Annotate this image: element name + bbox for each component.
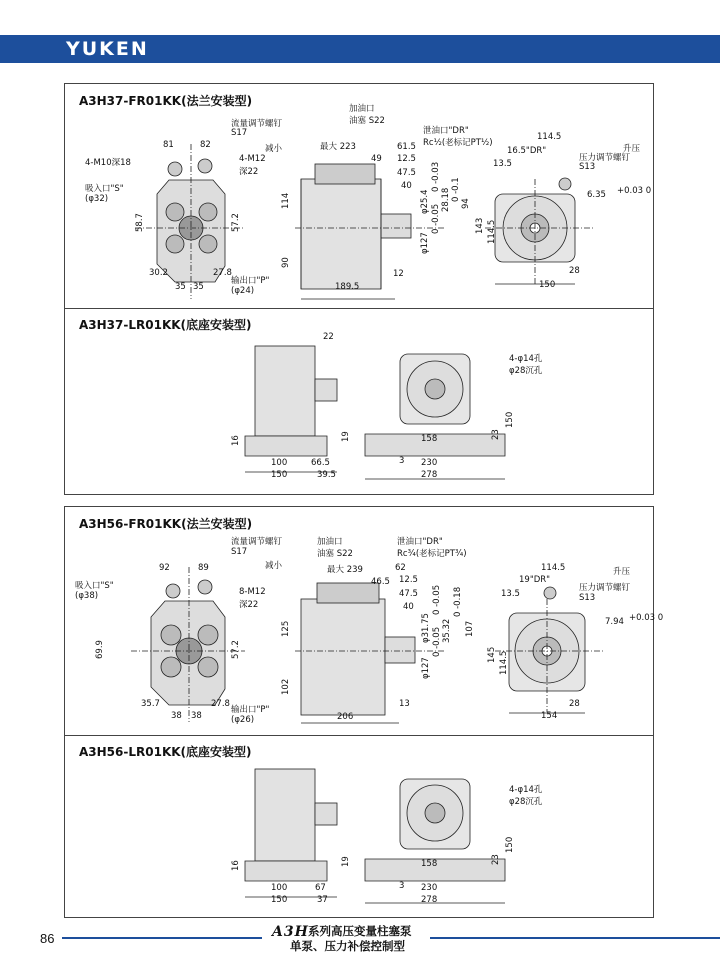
foot-dim-19: 19 (341, 431, 351, 442)
deep22-label: 深22 (239, 167, 259, 177)
dim-38a: 38 (171, 711, 182, 721)
shaft-dia: φ25.4 (420, 189, 430, 214)
plug-label: 油塞 S22 (349, 116, 385, 126)
end-dim-16-5: 16.5"DR" (507, 146, 547, 156)
dim-35-7: 35.7 (141, 699, 160, 709)
foot-dim-66-5: 66.5 (311, 458, 330, 468)
s17-label: S17 (231, 128, 248, 138)
pilot-dia: φ127 (421, 657, 431, 679)
dim-114: 114 (281, 192, 291, 209)
dim-12b: 12 (393, 269, 404, 279)
page-number: 86 (40, 931, 55, 946)
outlet-dia-label: (φ26) (231, 715, 255, 725)
foot-side-drawing (245, 769, 337, 897)
dim-189-5: 189.5 (335, 282, 360, 292)
end-dim-13-5: 13.5 (501, 589, 520, 599)
series-subtitle: 单泵、压力补偿控制型 (290, 939, 405, 953)
dim-57-2: 57.2 (231, 640, 241, 659)
end-dim-154: 154 (541, 711, 558, 721)
dim-102: 102 (281, 678, 291, 695)
drain-port-label: 泄油口"DR" (423, 126, 469, 136)
foot-end-278: 278 (421, 470, 438, 480)
fill-port-label: 加油口 (317, 537, 343, 547)
max-length: 最大 239 (327, 565, 363, 575)
foot-dim-67: 67 (315, 883, 326, 893)
foot-dim-37: 37 (317, 895, 328, 905)
dim-35b: 35 (193, 282, 204, 292)
key-width-tol: +0.03 0 (617, 186, 652, 196)
side-view-drawing (295, 583, 445, 723)
outlet-dia-label: (φ24) (231, 286, 255, 296)
dim-38b: 38 (191, 711, 202, 721)
foot-dim-100: 100 (271, 883, 288, 893)
pressure-screw-label: 压力调节螺钉 (579, 583, 631, 593)
dim-92: 92 (159, 563, 170, 573)
end-dim-28: 28 (569, 266, 580, 276)
section-title-flange: A3H37-FR01KK(法兰安装型) (79, 94, 253, 108)
foot-dim-22: 22 (323, 332, 334, 342)
shaft-tol: 0 -0.05 (432, 584, 442, 615)
dim-125: 125 (281, 620, 291, 637)
shaft-tol: 0 -0.03 (431, 161, 441, 192)
section-title-foot: A3H37-LR01KK(底座安装型) (79, 318, 252, 332)
dim-58-7: 58.7 (135, 213, 145, 232)
foot-dim-100: 100 (271, 458, 288, 468)
foot-dim-16: 16 (231, 435, 241, 446)
foot-dim-19: 19 (341, 856, 351, 867)
drain-port-label: 泄油口"DR" (397, 537, 443, 547)
end-dim-145: 145 (487, 646, 497, 663)
foot-end-3: 3 (399, 881, 405, 891)
panel-divider (65, 735, 653, 736)
foot-dim-150: 150 (271, 470, 288, 480)
key-width: 7.94 (605, 617, 624, 627)
raise-label: 升压 (613, 567, 631, 577)
rc-label: Rc½(老标记PT½) (423, 138, 493, 148)
foot-end-3: 3 (399, 456, 405, 466)
series-logo: A3H (272, 924, 309, 940)
footer-rule-left (62, 937, 262, 939)
decrease-label: 减小 (265, 561, 283, 571)
foot-dim-39-5: 39.5 (317, 470, 336, 480)
dim-62: 62 (395, 563, 406, 573)
dim-35-32: 35.32 (442, 618, 452, 643)
foot-end-150: 150 (505, 411, 515, 428)
dim-107: 107 (465, 620, 475, 637)
flow-screw-label: 流量调节螺钉 (231, 537, 283, 547)
decrease-label: 减小 (265, 144, 283, 154)
end-view-drawing (495, 587, 605, 713)
suction-dia-label: (φ32) (85, 194, 109, 204)
end-dim-19: 19"DR" (519, 575, 551, 585)
dim-82: 82 (200, 140, 211, 150)
outlet-label: 输出口"P" (231, 276, 270, 286)
dim-12-5: 12.5 (397, 154, 416, 164)
foot-end-158: 158 (421, 434, 438, 444)
deep22-label: 深22 (239, 600, 259, 610)
end-dim-28: 28 (569, 699, 580, 709)
foot-end-23: 23 (491, 429, 501, 440)
foot-end-278: 278 (421, 895, 438, 905)
dim-46-5: 46.5 (371, 577, 390, 587)
yuken-logo: YUKEN (66, 38, 149, 60)
dim-61-5: 61.5 (397, 142, 416, 152)
foot-counterbore: φ28沉孔 (509, 797, 543, 807)
outlet-label: 输出口"P" (231, 705, 270, 715)
end-dim-114-5: 114.5 (541, 563, 566, 573)
plug-label: 油塞 S22 (317, 549, 353, 559)
dim-94: 94 (461, 198, 471, 209)
shaft-dia: φ31.75 (421, 613, 431, 643)
key-tol: 0 -0.18 (453, 586, 463, 617)
end-dim-150: 150 (539, 280, 556, 290)
suction-label: 吸入口"S" (75, 581, 114, 591)
dim-49: 49 (371, 154, 382, 164)
end-dim-114-5: 114.5 (537, 132, 562, 142)
flow-screw-label: 流量调节螺钉 (231, 119, 283, 129)
end-dim-13-5: 13.5 (493, 159, 512, 169)
pilot-tol: 0 -0.05 (432, 626, 442, 657)
panel-a3h37 (64, 83, 654, 495)
raise-label: 升压 (623, 144, 641, 154)
dim-13: 13 (399, 699, 410, 709)
section-title-foot: A3H56-LR01KK(底座安装型) (79, 745, 252, 759)
foot-end-230: 230 (421, 458, 438, 468)
m12-label: 8-M12 (239, 587, 266, 597)
foot-holes: 4-φ14孔 (509, 354, 543, 364)
foot-end-230: 230 (421, 883, 438, 893)
dim-47-5: 47.5 (397, 168, 416, 178)
s13-label: S13 (579, 162, 596, 172)
suction-label: 吸入口"S" (85, 184, 124, 194)
dim-57-2: 57.2 (231, 213, 241, 232)
max-length: 最大 223 (320, 142, 356, 152)
foot-end-23: 23 (491, 854, 501, 865)
fill-port-label: 加油口 (349, 104, 375, 114)
foot-side-drawing (245, 346, 337, 472)
dim-12-5: 12.5 (399, 575, 418, 585)
key-width-tol: +0.03 0 (629, 613, 664, 623)
pilot-dia: φ127 (420, 232, 430, 254)
foot-dim-16: 16 (231, 860, 241, 871)
dim-27-8: 27.8 (213, 268, 232, 278)
dim-90: 90 (281, 257, 291, 268)
s13-label: S13 (579, 593, 596, 603)
panel-a3h56 (64, 506, 664, 918)
foot-dim-150: 150 (271, 895, 288, 905)
dim-27-8: 27.8 (211, 699, 230, 709)
m10-label: 4-M10深18 (85, 158, 131, 168)
foot-holes: 4-φ14孔 (509, 785, 543, 795)
end-dim-114-5v: 114.5 (499, 650, 509, 675)
footer-rule-right (430, 937, 720, 939)
foot-end-150: 150 (505, 836, 515, 853)
end-dim-114-5v: 114.5 (487, 219, 497, 244)
dim-81: 81 (163, 140, 174, 150)
dim-47-5: 47.5 (399, 589, 418, 599)
dim-28-18: 28.18 (441, 187, 451, 212)
dim-40: 40 (401, 181, 412, 191)
dim-35a: 35 (175, 282, 186, 292)
dim-69-9: 69.9 (95, 640, 105, 659)
key-width: 6.35 (587, 190, 606, 200)
dim-30-2: 30.2 (149, 268, 168, 278)
pressure-screw-label: 压力调节螺钉 (579, 153, 631, 163)
foot-counterbore: φ28沉孔 (509, 366, 543, 376)
pilot-tol: 0 -0.05 (431, 203, 441, 234)
foot-end-158: 158 (421, 859, 438, 869)
dim-89: 89 (198, 563, 209, 573)
suction-dia-label: (φ38) (75, 591, 99, 601)
panel-divider (65, 308, 653, 309)
series-title: 系列高压变量柱塞泵 (308, 924, 412, 938)
end-dim-143: 143 (475, 217, 485, 234)
key-tol: 0 -0.1 (451, 177, 461, 202)
dim-206: 206 (337, 712, 354, 722)
m12-label: 4-M12 (239, 154, 266, 164)
dim-40: 40 (403, 602, 414, 612)
rc-label: Rc¾(老标记PT¾) (397, 549, 467, 559)
section-title-flange: A3H56-FR01KK(法兰安装型) (79, 517, 253, 531)
s17-label: S17 (231, 547, 248, 557)
